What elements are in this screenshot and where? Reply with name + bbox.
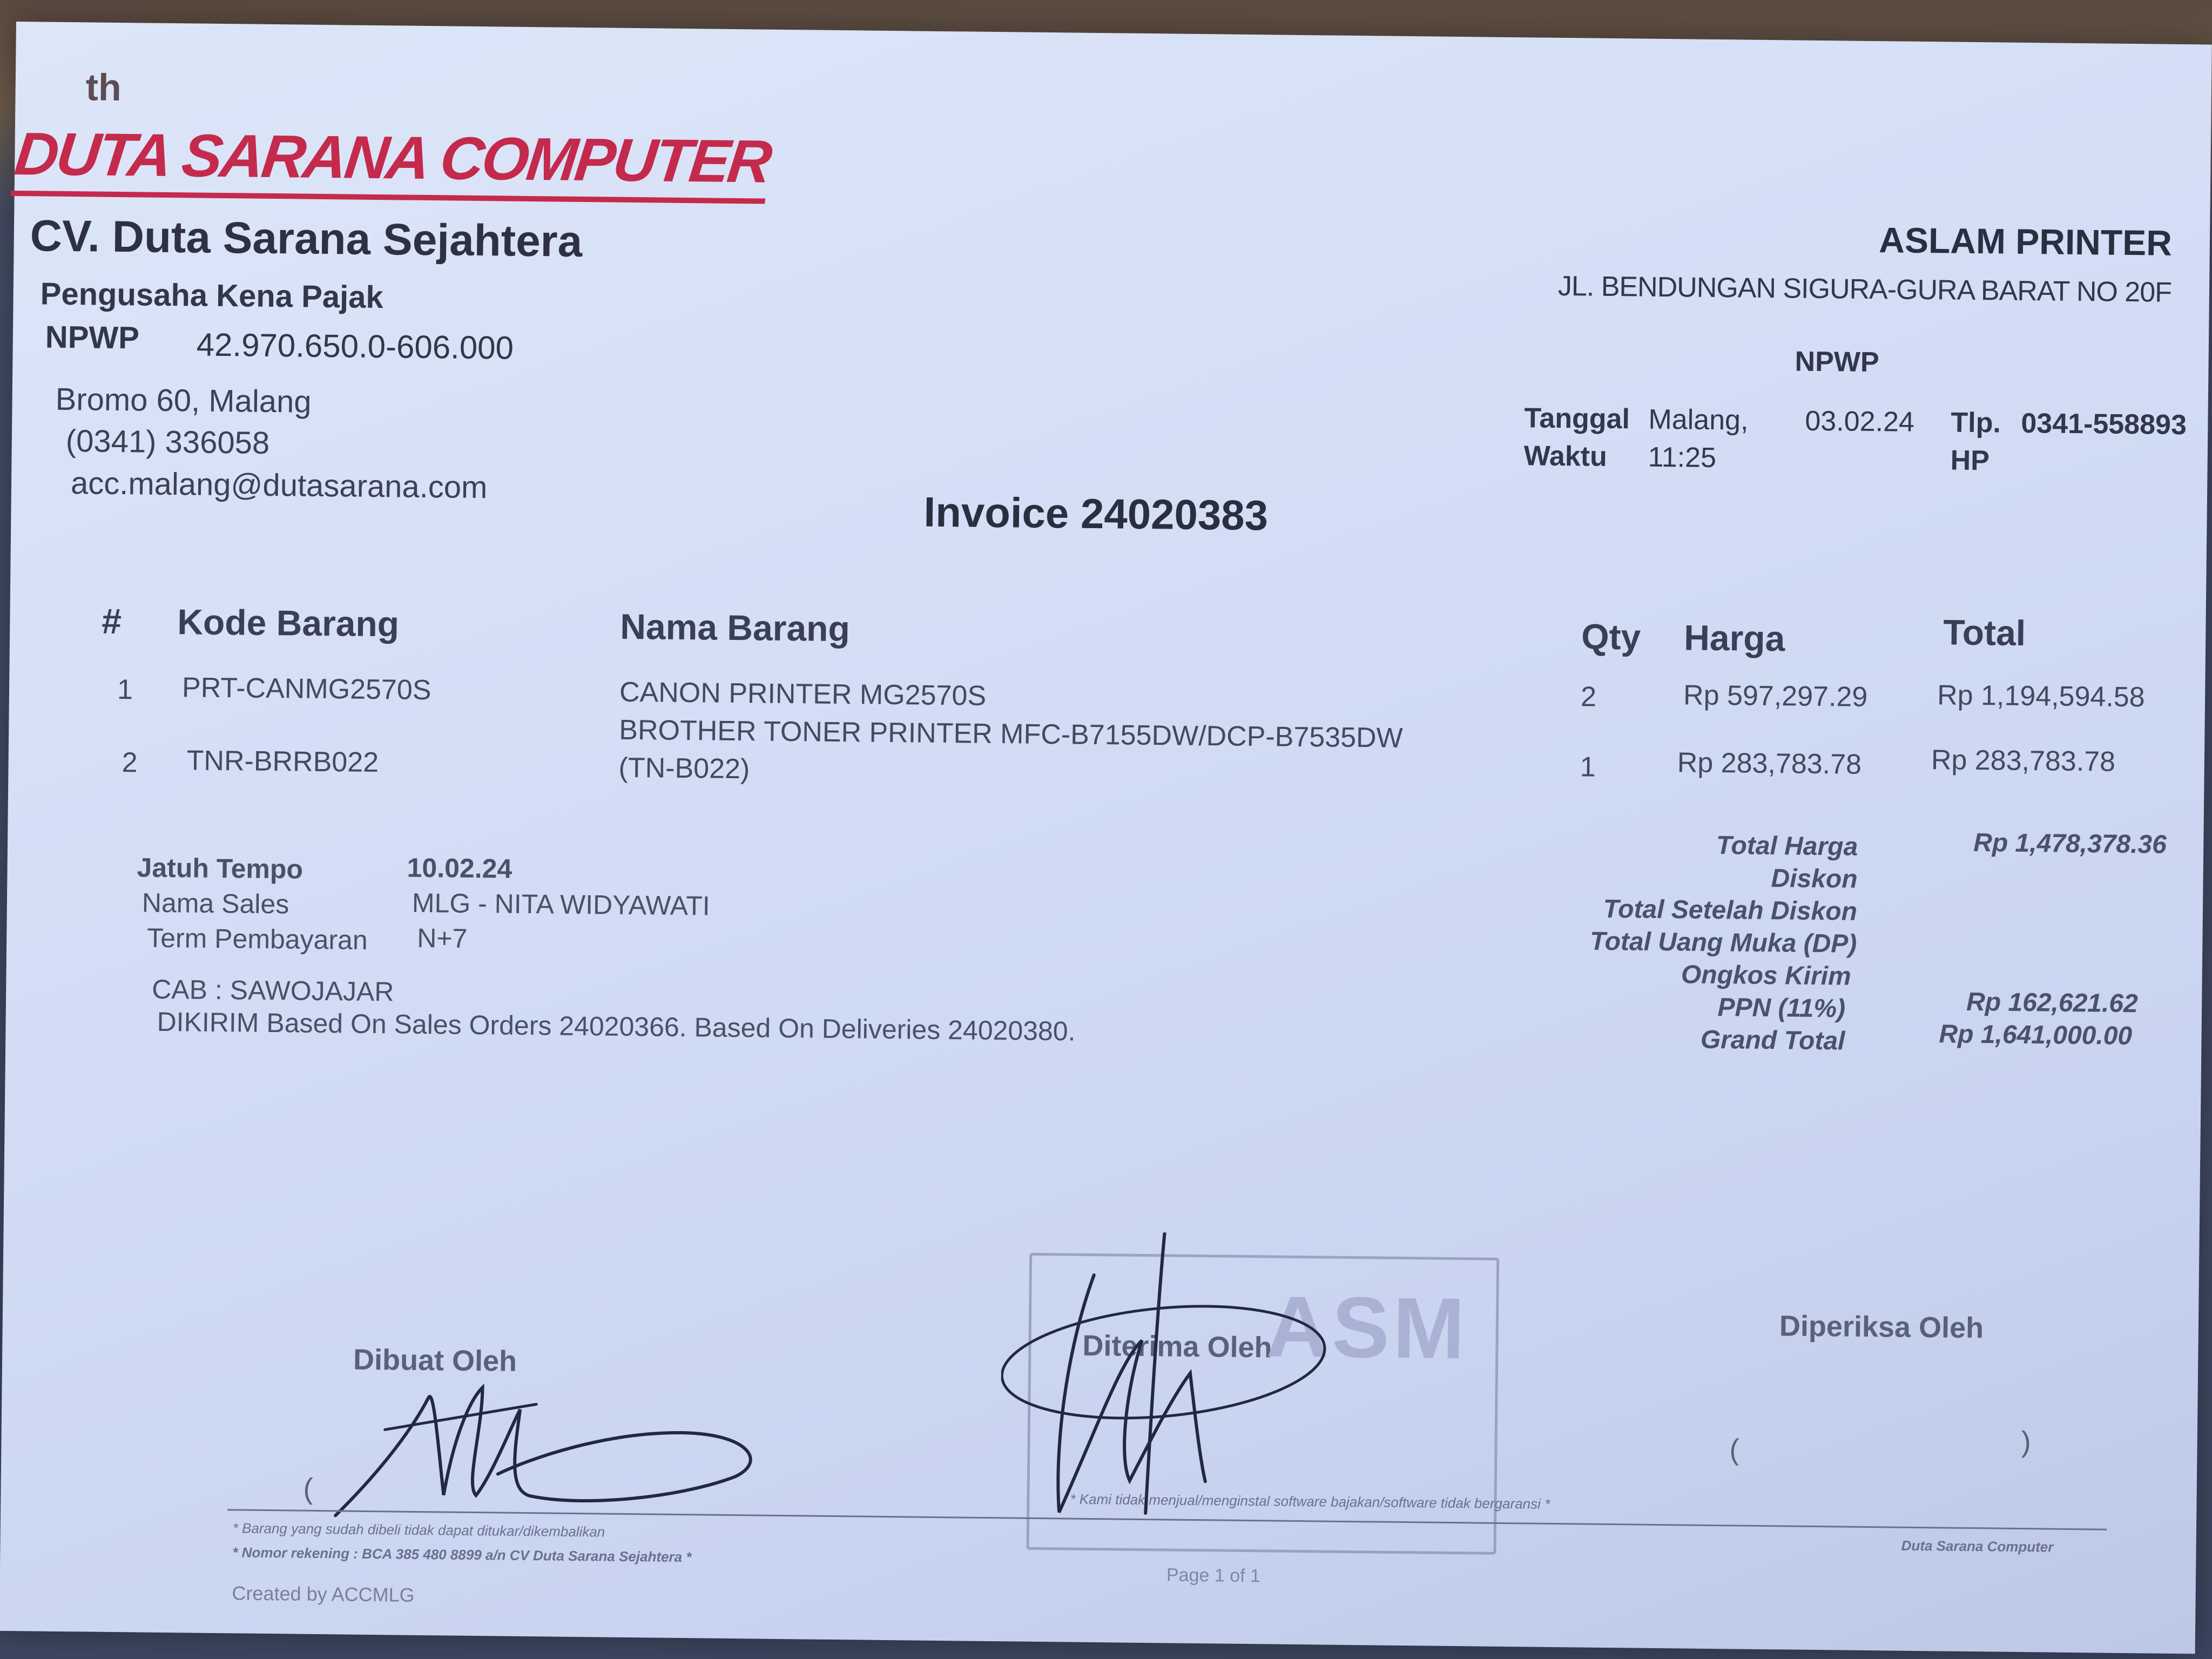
company-address: Bromo 60, Malang bbox=[55, 381, 312, 420]
waktu-value: 11:25 bbox=[1648, 441, 1717, 474]
tlp-value: 0341-558893 bbox=[2021, 407, 2187, 441]
col-header-nama: Nama Barang bbox=[619, 606, 851, 649]
total-harga-label: Total Harga bbox=[1716, 831, 1858, 861]
total-harga-value: Rp 1,478,378.36 bbox=[1973, 828, 2167, 859]
footer-note-1: * Barang yang sudah dibeli tidak dapat ditukar/dikembalikan bbox=[232, 1520, 605, 1540]
ppn-value: Rp 162,621.62 bbox=[1966, 987, 2139, 1019]
row-number: 1 bbox=[117, 674, 133, 706]
nama-sales-label: Nama Sales bbox=[141, 887, 289, 920]
row-qty: 1 bbox=[1580, 751, 1596, 783]
cab-label: CAB : SAWOJAJAR bbox=[151, 974, 394, 1007]
row-harga: Rp 283,783.78 bbox=[1677, 747, 1862, 780]
total-setelah-diskon-label: Total Setelah Diskon bbox=[1603, 894, 1858, 926]
col-header-total: Total bbox=[1943, 612, 2026, 653]
row-nama: CANON PRINTER MG2570S bbox=[619, 676, 987, 712]
grand-total-label: Grand Total bbox=[1700, 1025, 1845, 1056]
row-harga: Rp 597,297.29 bbox=[1683, 679, 1868, 713]
ongkos-kirim-label: Ongkos Kirim bbox=[1681, 960, 1851, 991]
signature-diterima bbox=[1000, 1231, 1381, 1537]
total-uang-muka-label: Total Uang Muka (DP) bbox=[1589, 927, 1857, 959]
page-number: Page 1 of 1 bbox=[1166, 1564, 1261, 1587]
dikirim-note: DIKIRIM Based On Sales Orders 24020366. Based On Deliveries 24020380. bbox=[157, 1006, 1076, 1047]
signature-dibuat bbox=[303, 1364, 791, 1531]
tanggal-city: Malang, bbox=[1648, 403, 1749, 436]
tlp-label: Tlp. bbox=[1951, 407, 2001, 439]
tanggal-value: 03.02.24 bbox=[1805, 405, 1915, 438]
footer-note-3: * Kami tidak menjual/menginstal software bajakan/software tidak bergaransi * bbox=[1070, 1491, 1550, 1512]
customer-npwp-label: NPWP bbox=[1795, 346, 1879, 379]
row-nama-line2: (TN-B022) bbox=[618, 752, 750, 785]
customer-address: JL. BENDUNGAN SIGURA-GURA BARAT NO 20F bbox=[1557, 270, 2172, 308]
col-header-harga: Harga bbox=[1683, 617, 1785, 659]
company-name: CV. Duta Sarana Sejahtera bbox=[30, 211, 583, 266]
row-kode: TNR-BRRB022 bbox=[186, 745, 379, 779]
row-nama: BROTHER TONER PRINTER MFC-B7155DW/DCP-B7535DW bbox=[619, 714, 1403, 754]
invoice-document bbox=[0, 22, 2212, 1654]
footer-note-2: * Nomor rekening : BCA 385 480 8899 a/n CV Duta Sarana Sejahtera * bbox=[232, 1544, 692, 1566]
company-phone: (0341) 336058 bbox=[65, 423, 270, 461]
company-email: acc.malang@dutasarana.com bbox=[70, 466, 488, 505]
row-kode: PRT-CANMG2570S bbox=[181, 672, 431, 706]
diterima-oleh-label: Diterima Oleh bbox=[1082, 1329, 1272, 1364]
company-logo: DUTA SARANA COMPUTER bbox=[10, 119, 773, 204]
row-number: 2 bbox=[122, 747, 138, 779]
jatuh-tempo-label: Jatuh Tempo bbox=[137, 852, 304, 885]
term-value: N+7 bbox=[416, 922, 468, 954]
col-header-qty: Qty bbox=[1581, 616, 1641, 657]
npwp-value: 42.970.650.0-606.000 bbox=[196, 326, 514, 366]
term-label: Term Pembayaran bbox=[146, 922, 368, 955]
diperiksa-oleh-label: Diperiksa Oleh bbox=[1779, 1310, 1984, 1345]
hp-label: HP bbox=[1950, 444, 1990, 477]
pkp-label: Pengusaha Kena Pajak bbox=[40, 276, 384, 315]
diskon-label: Diskon bbox=[1771, 864, 1858, 894]
invoice-title: Invoice 24020383 bbox=[923, 488, 1269, 539]
created-by: Created by ACCMLG bbox=[232, 1582, 415, 1606]
diperiksa-paren-close: ) bbox=[2021, 1426, 2031, 1459]
customer-name: ASLAM PRINTER bbox=[1878, 220, 2173, 263]
dibuat-paren-open: ( bbox=[303, 1472, 313, 1505]
footer-brand: Duta Sarana Computer bbox=[1901, 1537, 2054, 1555]
dibuat-oleh-label: Dibuat Oleh bbox=[353, 1343, 517, 1378]
row-qty: 2 bbox=[1580, 681, 1597, 713]
corner-mark: th bbox=[85, 66, 122, 109]
stamp-logo: ASM bbox=[1265, 1278, 1469, 1377]
col-header-kode: Kode Barang bbox=[177, 602, 400, 644]
jatuh-tempo-value: 10.02.24 bbox=[407, 852, 512, 884]
diperiksa-paren-open: ( bbox=[1729, 1433, 1739, 1466]
row-total: Rp 283,783.78 bbox=[1931, 744, 2116, 778]
row-total: Rp 1,194,594.58 bbox=[1937, 679, 2145, 713]
grand-total-value: Rp 1,641,000.00 bbox=[1939, 1020, 2133, 1051]
npwp-label: NPWP bbox=[45, 319, 140, 356]
nama-sales-value: MLG - NITA WIDYAWATI bbox=[412, 887, 711, 921]
tanggal-label: Tanggal bbox=[1524, 402, 1630, 435]
col-header-number: # bbox=[102, 601, 122, 642]
ppn-label: PPN (11%) bbox=[1717, 993, 1846, 1023]
waktu-label: Waktu bbox=[1523, 440, 1608, 473]
